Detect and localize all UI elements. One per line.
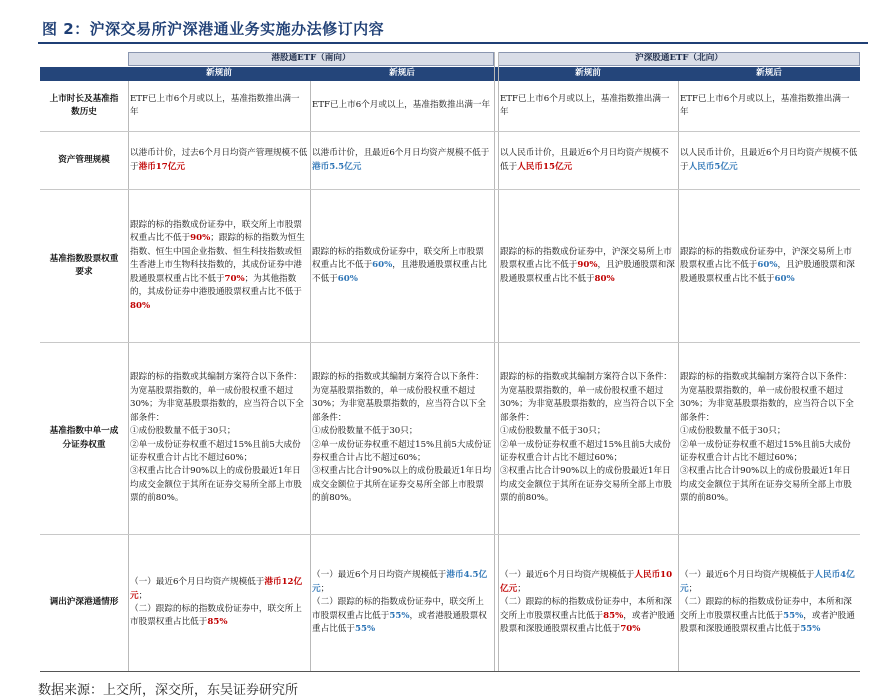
header-old-south: 新规前 <box>128 67 310 81</box>
highlight-value: 人民币5亿元 <box>688 161 738 172</box>
header-group-north: 沪深股通ETF（北向） <box>498 52 860 66</box>
highlight-value: 55% <box>354 624 376 635</box>
cell-text: ；为其他指数的，其成份证券中港股通股票权重占比不低于 <box>130 273 302 298</box>
highlight-value: 85% <box>603 610 624 621</box>
highlight-value: 港币12亿元 <box>130 577 303 601</box>
cell-text: 跟踪的标的指数或其编制方案符合以下条件：为宽基股票指数的，单一成份股权重不超过30%；为非宽基股票指数的，应当符合以下全部条件： ①成份股数量不低于30只； ②单一成份证券权重不超过15%且前5大成份证券权重合计占比不超过60%； ③权重占比合计90%以上的成份股最近1年日均成交金额位于其所在证券交易所全部上市股票的前80%。 <box>312 372 492 504</box>
cell-weight-north-new <box>678 190 860 342</box>
highlight-value: 80% <box>594 273 615 284</box>
cell-text: ，或者港股通股票权重占比低于 <box>312 610 487 635</box>
highlight-value: 55% <box>800 624 821 635</box>
column-divider <box>494 52 495 671</box>
highlight-value: 60% <box>757 260 778 271</box>
cell-text: 跟踪的标的指数或其编制方案符合以下条件：为宽基股票指数的，单一成份股权重不超过30%；为非宽基股票指数的，应当符合以下全部条件： ①成份股数量不低于30只； ②单一成份证券权重不超过15%且前5大成份证券权重合计占比不超过60%； ③权重占比合计90%以上的成份股最近1年日均成交金额位于其所在证券交易所全部上市股票的前80%。 <box>500 372 674 504</box>
cell-text: 跟踪的标的指数成份证券中，沪深交易所上市股票权重占比不低于 <box>680 246 852 271</box>
cell-text: ETF已上市6个月或以上，基准指数推出满一年 <box>130 93 300 117</box>
cell-text: ； （二）跟踪的标的指数成份证券中，联交所上市股票权重占比低于 <box>312 583 484 621</box>
cell-text: ，或者沪股通股票和深股通股票权重占比低于 <box>500 610 675 635</box>
cell-aum-south-old <box>128 132 310 189</box>
highlight-value: 90% <box>190 233 211 244</box>
highlight-value: 60% <box>774 273 795 284</box>
highlight-value: 80% <box>130 300 151 311</box>
highlight-value: 人民币15亿元 <box>517 161 573 172</box>
cell-text: 跟踪的标的指数成份证券中，联交所上市股票权重占比不低于 <box>312 246 484 271</box>
source-note: 数据来源：上交所，深交所，东吴证券研究所 <box>38 683 299 698</box>
cell-text: ETF已上市6个月或以上，基准指数推出满一年 <box>500 93 670 117</box>
cell-single-south-new <box>310 343 494 534</box>
header-group-south: 港股通ETF（南向） <box>128 52 494 66</box>
cell-removal-south-old <box>128 535 310 671</box>
cell-listing-north-new <box>678 81 860 131</box>
highlight-value: 港币17亿元 <box>138 161 185 172</box>
row-label-weight: 基准指数股票权重要求 <box>49 253 119 277</box>
cell-text: ，且沪股通股票和深股通股票权重占比不低于 <box>680 260 855 284</box>
cell-listing-south-new <box>310 81 494 131</box>
highlight-value: 人民币10亿元 <box>500 570 673 594</box>
cell-aum-north-new <box>678 132 860 189</box>
cell-text: ； （二）跟踪的标的指数成份证券中，联交所上市股票权重占比低于 <box>130 590 302 628</box>
title-rule <box>38 42 868 44</box>
cell-text: ETF已上市6个月或以上，基准指数推出满一年 <box>312 100 491 111</box>
cell-removal-south-new <box>310 535 494 671</box>
cell-text: ，或者沪股通股票和深股通股票权重占比低于 <box>680 610 855 635</box>
cell-weight-south-old <box>128 190 310 342</box>
cell-aum-north-old <box>498 132 678 189</box>
highlight-value: 70% <box>224 273 245 284</box>
cell-text: 以港币计价，过去6个月日均资产管理规模不低于 <box>130 148 308 172</box>
header-old-north: 新规前 <box>498 67 678 81</box>
cell-text: ；跟踪的标的指数为恒生指数、恒生中国企业指数、恒生科技指数或恒生香港上市生物科技指数的，其成份证券中港股通股票权重占比不低于 <box>130 233 305 284</box>
row-label-listing: 上市时长及基准指数历史 <box>49 93 119 117</box>
highlight-value: 60% <box>372 260 393 271</box>
figure-title: 图 2：沪深交易所沪深港通业务实施办法修订内容 <box>42 20 385 38</box>
cell-text: （一）最近6个月日均资产规模低于 <box>500 570 635 581</box>
cell-listing-north-old <box>498 81 678 131</box>
cell-text: 以人民币计价，且最近6个月日均资产规模不低于 <box>680 148 858 172</box>
header-new-north: 新规后 <box>678 67 860 81</box>
table-bottom-border <box>40 671 860 672</box>
cell-text: 跟踪的标的指数成份证券中，沪深交易所上市股票权重占比不低于 <box>500 246 672 271</box>
cell-aum-south-new <box>310 132 494 189</box>
cell-text: （一）最近6个月日均资产规模低于 <box>130 577 265 588</box>
cell-text: ； （二）跟踪的标的指数成份证券中，本所和深交所上市股票权重占比低于 <box>500 583 672 621</box>
highlight-value: 55% <box>783 610 804 621</box>
cell-text: ，且港股通股票权重占比不低于 <box>312 260 487 284</box>
cell-text: 以人民币计价，且最近6个月日均资产规模不低于 <box>500 148 669 172</box>
cell-text: 跟踪的标的指数或其编制方案符合以下条件：为宽基股票指数的，单一成份股权重不超过30%；为非宽基股票指数的，应当符合以下全部条件： ①成份股数量不低于30只； ②单一成份证券权重不超过15%且前5大成份证券权重合计占比不超过60%； ③权重占比合计90%以上的成份股最近1年日均成交金额位于其所在证券交易所全部上市股票的前80%。 <box>130 372 304 504</box>
cell-text: ETF已上市6个月或以上，基准指数推出满一年 <box>680 93 850 117</box>
highlight-value: 港币5.5亿元 <box>312 161 362 172</box>
cell-single-north-new <box>678 343 860 534</box>
cell-weight-north-old <box>498 190 678 342</box>
highlight-value: 70% <box>620 624 641 635</box>
row-label-single-weight: 基准指数中单一成分证券权重 <box>49 426 119 450</box>
cell-single-north-old <box>498 343 678 534</box>
cell-removal-north-new <box>678 535 860 671</box>
cell-text: ； （二）跟踪的标的指数成份证券中，本所和深交所上市股票权重占比低于 <box>680 583 852 621</box>
highlight-value: 60% <box>337 273 358 284</box>
cell-text: （一）最近6个月日均资产规模低于 <box>312 570 447 581</box>
highlight-value: 90% <box>577 260 598 271</box>
row-label-aum: 资产管理规模 <box>58 154 110 165</box>
cell-text: ，且沪股通股票和深股通股票权重占比不低于 <box>500 260 675 284</box>
cell-text: 跟踪的标的指数或其编制方案符合以下条件：为宽基股票指数的，单一成份股权重不超过30%；为非宽基股票指数的，应当符合以下全部条件： ①成份股数量不低于30只； ②单一成份证券权重不超过15%且前5大成份证券权重合计占比不超过60%； ③权重占比合计90%以上的成份股最近1年日均成交金额位于其所在证券交易所全部上市股票的前80%。 <box>680 372 854 504</box>
cell-listing-south-old <box>128 81 310 131</box>
highlight-value: 85% <box>207 617 228 628</box>
highlight-value: 55% <box>389 610 410 621</box>
highlight-value: 港币4.5亿元 <box>312 570 488 594</box>
cell-text: 以港币计价，且最近6个月日均资产规模不低于 <box>312 148 490 159</box>
cell-single-south-old <box>128 343 310 534</box>
highlight-value: 人民币4亿元 <box>680 570 855 594</box>
cell-removal-north-old <box>498 535 678 671</box>
cell-text: （一）最近6个月日均资产规模低于 <box>680 570 815 581</box>
cell-text: 跟踪的标的指数成份证券中，联交所上市股票权重占比不低于 <box>130 220 302 244</box>
cell-weight-south-new <box>310 190 494 342</box>
header-new-south: 新规后 <box>310 67 494 81</box>
row-label-removal: 调出沪深港通情形 <box>49 597 119 608</box>
